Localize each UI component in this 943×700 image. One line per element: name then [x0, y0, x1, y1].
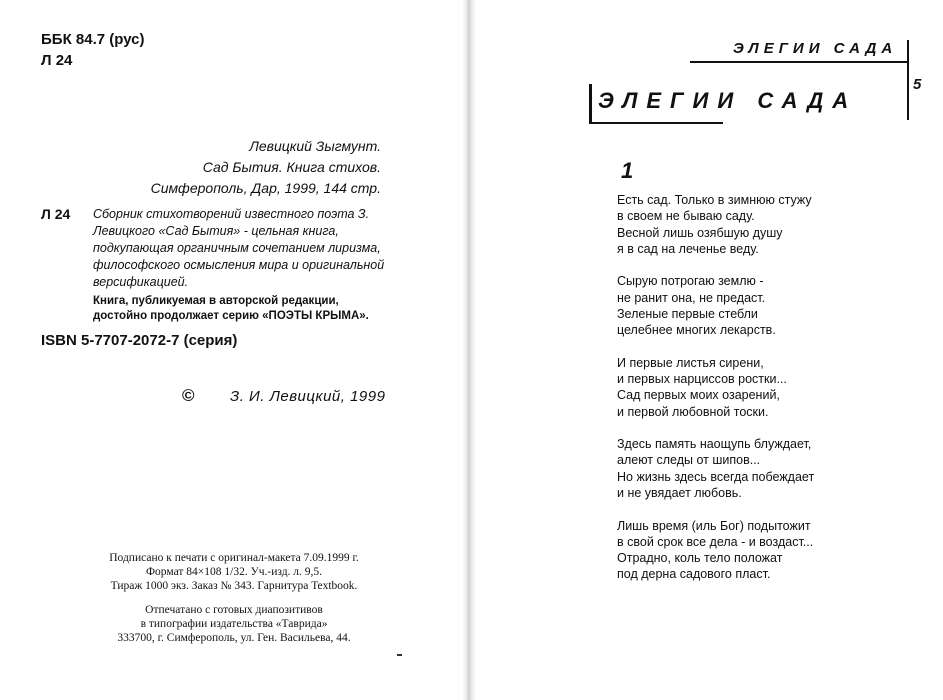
bibliographic-record — [151, 136, 381, 199]
header-rule — [690, 61, 908, 63]
section-title: ЭЛЕГИИ САДА — [598, 88, 858, 113]
poem-line: Отрадно, коль тело положат — [617, 551, 783, 566]
biblio-publication: Симферополь, Дар, 1999, 144 стр. — [150, 180, 381, 196]
imprint-line: в типографии издательства «Таврида» — [140, 618, 328, 630]
poem-line: в своем не бываю саду. — [617, 209, 755, 224]
print-mark — [397, 654, 402, 656]
poem-line: алеют следы от шипов... — [617, 453, 761, 468]
stanza — [617, 518, 814, 583]
copyright-symbol: © — [182, 386, 195, 405]
imprint-line: Отпечатано с готовых диапозитивов — [145, 604, 323, 616]
annotation-code: Л 24 — [41, 206, 71, 222]
poem-line: Весной лишь озябшую душу — [617, 225, 783, 240]
page-number: 5 — [913, 76, 922, 93]
annotation-text: Сборник стихотворений известного поэта З. Левицкого «Сад Бытия» - цельная книга, подкупающая органичным сочетанием лиризма, философского осмысления мира и оригинальной версификацией. — [93, 207, 385, 289]
biblio-author: Левицкий Зыгмунт. — [249, 138, 381, 154]
poem-line: Сад первых моих озарений, — [617, 388, 780, 403]
header-vertical-rule — [907, 40, 909, 120]
poem-line: Но жизнь здесь всегда побеждает — [617, 469, 815, 484]
imprint-line: 333700, г. Симферополь, ул. Ген. Васильева, 44. — [117, 632, 351, 644]
bbk-classification: ББК 84.7 (рус) — [41, 31, 145, 48]
title-bracket — [589, 84, 592, 124]
imprint-line: Формат 84×108 1/32. Уч.-изд. л. 9,5. — [145, 566, 323, 578]
copyright-holder: З. И. Левицкий, 1999 — [230, 388, 386, 405]
stanza — [617, 192, 814, 257]
poem-number: 1 — [621, 158, 634, 183]
book-gutter — [462, 0, 476, 700]
isbn: ISBN 5-7707-2072-7 (серия) — [41, 332, 238, 349]
poem-line: в свой срок все дела - и воздаст... — [617, 534, 814, 549]
poem-line: Сырую потрогаю землю - — [617, 274, 764, 289]
poem-line: под дерна садового пласт. — [617, 567, 771, 582]
edition-note: Книга, публикуемая в авторской редакции, достойно продолжает серию «ПОЭТЫ КРЫМА». — [93, 295, 369, 322]
author-code: Л 24 — [41, 52, 73, 69]
running-head: ЭЛЕГИИ САДА — [733, 40, 898, 57]
poem-line: Зеленые первые стебли — [617, 306, 758, 321]
poem-line: я в сад на леченье веду. — [617, 241, 759, 256]
biblio-title: Сад Бытия. Книга стихов. — [202, 159, 381, 175]
poem-body — [617, 192, 814, 599]
poem-line: Есть сад. Только в зимнюю стужу — [617, 193, 812, 207]
poem-line: И первые листья сирени, — [617, 355, 764, 370]
stanza — [617, 436, 814, 501]
imprint-line: Тираж 1000 экз. Заказ № 343. Гарнитура Textbook. — [110, 580, 358, 592]
title-underline — [589, 122, 723, 124]
poem-line: и первой любовной тоски. — [617, 404, 769, 419]
poem-line: Здесь память наощупь блуждает, — [617, 437, 812, 452]
imprint-block — [96, 551, 372, 645]
poem-line: целебнее многих лекарств. — [617, 323, 776, 338]
poem-line: и первых нарциссов ростки... — [617, 372, 787, 387]
stanza — [617, 273, 814, 338]
poem-line: Лишь время (иль Бог) подытожит — [617, 518, 811, 533]
poem-line: и не увядает любовь. — [617, 486, 742, 501]
stanza — [617, 355, 814, 420]
poem-line: не ранит она, не предаст. — [617, 290, 766, 305]
imprint-line: Подписано к печати с оригинал-макета 7.09.1999 г. — [109, 552, 359, 564]
bbk-block — [41, 29, 145, 71]
